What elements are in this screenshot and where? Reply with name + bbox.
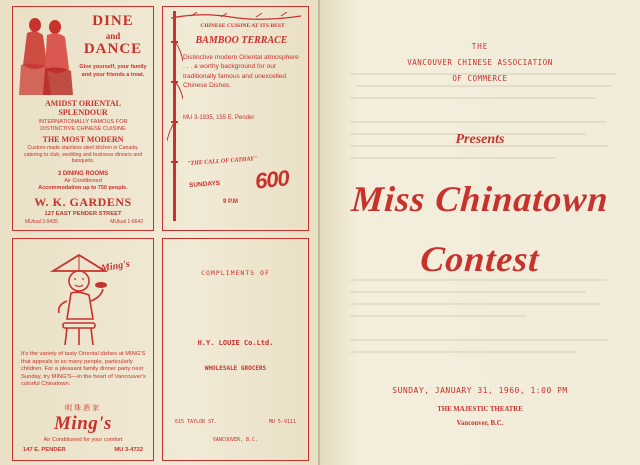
- mings-ad: [12, 238, 154, 461]
- mings-chinese: 明珠酒家: [65, 404, 101, 412]
- cover-line-3: OF COMMERCE: [452, 74, 508, 83]
- louie-name: H.Y. LOUIE Co.Ltd.: [197, 339, 274, 347]
- wk-gardens-ad: [12, 6, 154, 231]
- bamboo-contact: MU 3-1935, 155 E. Pender: [183, 115, 255, 121]
- bamboo-number: 600: [253, 165, 290, 194]
- mings-address: 147 E. PENDER: [23, 447, 66, 453]
- bamboo-terrace-ad: [162, 6, 309, 231]
- cover-line-2: VANCOUVER CHINESE ASSOCIATION: [407, 58, 553, 67]
- mings-phone: MU 3-4722: [114, 447, 143, 453]
- cover-date: SUNDAY, JANUARY 31, 1960, 1:00 PM: [392, 386, 568, 395]
- bamboo-time: 9 P.M: [223, 199, 238, 205]
- right-page: [320, 0, 640, 465]
- mings-air: Air Conditioned for your comfort: [43, 437, 123, 443]
- wk-air: Air Conditioned: [64, 178, 102, 184]
- cover-title-1: Miss Chinatown: [350, 179, 610, 219]
- dance-title: DANCE: [83, 41, 143, 57]
- wk-phone-2: MUtual 1-6642: [110, 219, 143, 225]
- cover-venue: THE MAJESTIC THEATRE: [437, 406, 523, 413]
- mings-text: It's the variety of tasty Oriental dishes at MING'S that appeals to so many people, particularly children. For a pleasant family dinner party next Sunday, try MING'S—in the heart of Vancouver's colorful Chinatown.: [21, 351, 146, 388]
- wk-modern-text: Custom-made stainless steel kitchen in Canada, catering to club, wedding and business dinners and banquets.: [24, 145, 142, 164]
- louie-business: WHOLESALE GROCERS: [204, 365, 267, 372]
- wk-modern-title: THE MOST MODERN: [42, 135, 124, 144]
- dancers-illustration: [17, 15, 75, 97]
- louie-city: VANCOUVER, B.C.: [212, 437, 259, 443]
- wk-accommodation: Accommodation up to 750 people.: [38, 185, 128, 191]
- cover-title-2: Contest: [419, 239, 541, 279]
- louie-address: 615 TAYLOR ST.: [175, 419, 218, 425]
- wk-name: W. K. GARDENS: [34, 195, 132, 209]
- bamboo-name: BAMBOO TERRACE: [195, 35, 288, 46]
- bamboo-sundays: SUNDAYS: [188, 179, 221, 190]
- wk-address: 127 EAST PENDER STREET: [44, 211, 122, 217]
- wk-tagline: INTERNATIONALLY FAMOUS FOR DISTINCTIVE CHINESE CUISINE: [38, 119, 128, 132]
- wk-phone-1: MUtual 3-9435: [25, 219, 58, 225]
- hy-louie-ad: [162, 238, 309, 461]
- cover-city: Vancouver, B.C.: [456, 420, 504, 427]
- and-title: and: [105, 31, 121, 41]
- louie-phone: MU 5-9111: [268, 419, 296, 425]
- mings-logo: Ming's: [54, 413, 112, 434]
- bamboo-text: Distinctive modern Oriental atmosphere . . . a worthy background for our traditionally famous and unexcelled Chinese Dishes.: [183, 54, 299, 90]
- louie-compliments: COMPLIMENTS OF: [201, 269, 270, 277]
- cover-presents: Presents: [455, 132, 505, 147]
- dine-title: DINE: [92, 13, 134, 29]
- wk-blurb: Give yourself, your family and your friends a treat.: [79, 64, 147, 78]
- bamboo-header: CHINESE CUISINE AT ITS BEST: [200, 23, 285, 29]
- mings-logo-small: Ming's: [100, 258, 131, 275]
- bamboo-show: "THE CALL OF CATHAY": [186, 156, 258, 168]
- cover-line-1: THE: [471, 42, 489, 51]
- wk-heading: AMIDST ORIENTAL SPLENDOUR: [45, 99, 121, 117]
- wk-rooms: 3 DINING ROOMS: [57, 171, 109, 177]
- bamboo-top-decoration: [171, 9, 301, 19]
